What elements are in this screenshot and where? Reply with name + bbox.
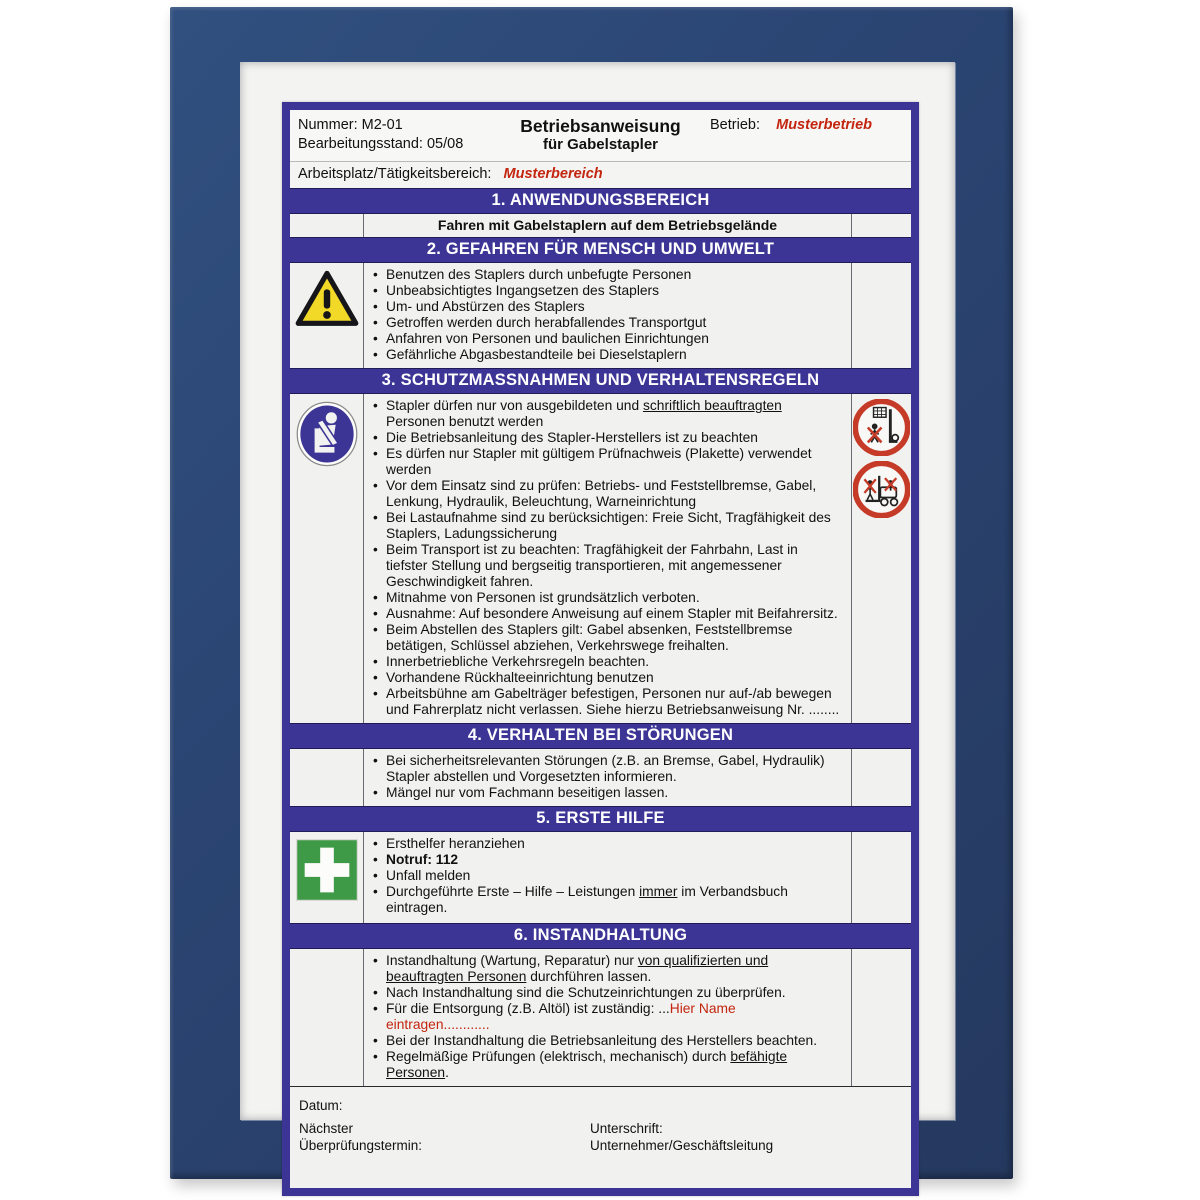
no-passenger-riding-icon [853,461,910,518]
bullet-dot: • [373,836,378,851]
bullet-text [386,753,843,785]
bullet-item [373,606,843,622]
bullet-dot: • [373,953,378,968]
bullet-text [386,315,843,331]
bullet-text [386,1001,843,1033]
bullet-item [373,510,843,542]
bullet-text [386,478,843,510]
blue-display-frame [170,7,1013,1179]
bullet-item [373,836,843,852]
operating-instruction-document [282,102,919,1196]
seatbelt-sign-icon [296,401,358,467]
bullet-text [386,785,843,801]
bullet-dot: • [373,686,378,701]
bullet-dot: • [373,670,378,685]
section-row [290,749,911,806]
bullet-text-segment: Unbeabsichtigtes Ingangsetzen des Staplers [386,283,660,298]
company-label: Betrieb: [710,117,760,133]
bullet-text-segment: . [445,1065,449,1080]
section-left-cell [290,214,364,237]
section-right-cell [851,832,911,923]
section-content-cell [364,749,851,806]
bullet-item [373,267,843,283]
bullet-dot: • [373,542,378,557]
bullet-text [386,622,843,654]
bullet-text-segment: Getroffen werden durch herabfallendes Transportgut [386,315,707,330]
section-content-cell [364,394,851,723]
bullet-text [386,686,843,718]
bullet-text [386,446,843,478]
bullet-text [386,654,843,670]
bullet-text-segment: durchführen lassen. [526,969,652,984]
bullet-text [386,985,843,1001]
bullet-text-segment: Anfahren von Personen und baulichen Einrichtungen [386,331,709,346]
bullet-item [373,347,843,363]
bullet-text-segment: Um- und Abstürzen des Staplers [386,299,585,314]
bullet-text [386,868,843,884]
bullet-item [373,398,843,430]
bullet-dot: • [373,868,378,883]
warning-triangle-icon [295,270,359,328]
bullet-dot: • [373,606,378,621]
bullet-text-segment: Für die Entsorgung (z.B. Altöl) ist zuständig: ... [386,1001,670,1016]
bullet-text-segment: Mitnahme von Personen ist grundsätzlich verboten. [386,590,700,605]
bullet-text-segment: immer [639,884,678,899]
bullet-text-segment: Bei Lastaufnahme sind zu berücksichtigen: Freie Sicht, Tragfähigkeit des Staplers, Ladungssicherung [386,510,831,541]
section-left-cell [290,394,364,723]
bullet-item [373,331,843,347]
bullet-dot: • [373,398,378,413]
title-line1: Betriebsanweisung [520,116,681,136]
bullet-text-segment: von qualifizierten und beauftragten Personen [386,953,769,984]
bullet-text [386,590,843,606]
section-row [290,832,911,923]
section-left-cell [290,749,364,806]
bullet-dot: • [373,785,378,800]
section-content-cell [364,949,851,1086]
bullet-text [386,542,843,590]
bullet-text-segment: Arbeitsbühne am Gabelträger befestigen, Personen nur auf-/ab bewegen und Fahrerplatz nicht verlassen. Siehe hierzu Betriebsanweisung Nr. ........ [386,686,840,717]
bullet-text-segment: Stapler dürfen nur von ausgebildeten und [386,398,643,413]
bullet-text-segment: Gefährliche Abgasbestandteile bei Dieselstaplern [386,347,687,362]
section-band: 6. INSTANDHALTUNG [290,923,911,949]
section-right-cell [851,749,911,806]
bullet-text-segment: Notruf: 112 [386,852,459,867]
bullet-text [386,836,843,852]
company-value: Musterbetrieb [776,117,872,133]
bullet-text [386,606,843,622]
signature-sub: Unternehmer/Geschäftsleitung [590,1138,774,1153]
bullet-dot: • [373,446,378,461]
bullet-dot: • [373,347,378,362]
section-row [290,394,911,723]
bullet-item [373,446,843,478]
bullet-item [373,542,843,590]
bullet-dot: • [373,478,378,493]
paper-sheet [240,62,955,1153]
bullet-text-segment: Durchgeführte Erste – Hilfe – Leistungen [386,884,640,899]
bullet-text-segment: Beim Abstellen des Staplers gilt: Gabel absenken, Feststellbremse betätigen, Schlüssel abziehen, Verkehrswege freihalten. [386,622,793,653]
section-right-cell [851,263,911,368]
bullet-text-segment: Unfall melden [386,868,471,883]
section-left-cell [290,263,364,368]
section-band: 5. ERSTE HILFE [290,806,911,832]
bullet-dot: • [373,331,378,346]
bullet-item [373,884,843,916]
bullet-dot: • [373,1049,378,1064]
section-band: 1. ANWENDUNGSBEREICH [290,188,911,214]
section-band: 2. GEFAHREN FÜR MENSCH UND UMWELT [290,237,911,263]
next-check-line2: Überprüfungstermin: [299,1138,423,1153]
no-standing-under-raised-load-icon [853,399,910,456]
bullet-dot: • [373,1033,378,1048]
document-header [290,110,911,162]
bullet-dot: • [373,1001,378,1016]
bullet-text [386,852,843,868]
bullet-text-segment: Vorhandene Rückhalteeinrichtung benutzen [386,670,654,685]
bullet-dot: • [373,267,378,282]
title-line2: für Gabelstapler [542,136,659,153]
bullet-text-segment: Bei sicherheitsrelevanten Störungen (z.B. an Bremse, Gabel, Hydraulik) Stapler abstellen und Vorgesetzten informieren. [386,753,825,784]
bullet-text-segment: Regelmäßige Prüfungen (elektrisch, mechanisch) durch [386,1049,731,1064]
section-row [290,949,911,1086]
bullet-text-segment: Benutzen des Staplers durch unbefugte Personen [386,267,692,282]
sections [290,188,911,1086]
section-right-cell [851,949,911,1086]
bullet-item [373,985,843,1001]
header-meta [298,116,503,154]
bullet-text [386,347,843,363]
section-content-cell [364,263,851,368]
bullet-text [386,283,843,299]
signature-block [590,1120,773,1154]
bullet-text [386,510,843,542]
bullet-text-segment: Ausnahme: Auf besondere Anweisung auf einem Stapler mit Beifahrersitz. [386,606,838,621]
bullet-text-segment: im Verbandsbuch eintragen. [386,884,788,915]
bullet-item [373,478,843,510]
bullet-item [373,283,843,299]
bullet-dot: • [373,283,378,298]
bullet-text-segment: Hier Name eintragen............ [386,1001,736,1032]
next-check-line1: Nächster [299,1121,354,1136]
section-content-cell: Fahren mit Gabelstaplern auf dem Betriebsgelände [437,217,778,233]
bullet-text-segment: Die Betriebsanleitung des Stapler-Herstellers ist zu beachten [386,430,758,445]
bullet-text [386,398,843,430]
bullet-item [373,670,843,686]
bullet-dot: • [373,430,378,445]
bullet-item [373,1049,843,1081]
bullet-dot: • [373,654,378,669]
bullet-text-segment: Nach Instandhaltung sind die Schutzeinrichtungen zu überprüfen. [386,985,786,1000]
workplace-field [290,162,911,188]
bullet-text-segment: Mängel nur vom Fachmann beseitigen lassen. [386,785,669,800]
bullet-dot: • [373,622,378,637]
bullet-text [386,1033,843,1049]
bullet-text [386,953,843,985]
bullet-item [373,430,843,446]
bullet-text [386,1049,843,1081]
bullet-item [373,953,843,985]
date-label: Datum: [299,1098,343,1113]
bullet-text [386,267,843,283]
bullet-text-segment: befähigte Personen [386,1049,788,1080]
company-field [698,116,903,154]
bullet-item [373,622,843,654]
bullet-text-segment: Vor dem Einsatz sind zu prüfen: Betriebs- und Feststellbremse, Gabel, Lenkung, Hydraulik, Beleuchtung, Warneinrichtung [386,478,817,509]
workplace-value: Musterbereich [503,166,603,182]
document-footer [290,1086,911,1188]
bullet-item [373,590,843,606]
bullet-text [386,299,843,315]
bullet-text [386,884,843,916]
bullet-text [386,430,843,446]
bullet-item [373,785,843,801]
section-row [290,214,911,237]
bullet-item [373,654,843,670]
bullet-text-segment: Personen benutzt werden [386,414,544,429]
section-content-cell [364,832,851,923]
bullet-item [373,315,843,331]
document-number: Nummer: M2-01 [298,117,403,133]
first-aid-cross-icon [296,839,358,901]
bullet-dot: • [373,753,378,768]
bullet-text-segment: Bei der Instandhaltung die Betriebsanleitung des Herstellers beachten. [386,1033,818,1048]
bullet-item [373,686,843,718]
bullet-dot: • [373,985,378,1000]
bullet-item [373,299,843,315]
section-band: 3. SCHUTZMASSNAHMEN UND VERHALTENSREGELN [290,368,911,394]
bullet-text-segment: Es dürfen nur Stapler mit gültigem Prüfnachweis (Plakette) verwendet werden [386,446,812,477]
section-row [290,263,911,368]
bullet-dot: • [373,884,378,899]
bullet-item [373,753,843,785]
bullet-text-segment: Ersthelfer heranziehen [386,836,525,851]
bullet-text-segment: Instandhaltung (Wartung, Reparatur) nur [386,953,638,968]
bullet-text [386,331,843,347]
bullet-dot: • [373,299,378,314]
section-left-cell [290,949,364,1086]
revision-date: Bearbeitungsstand: 05/08 [298,136,464,152]
document-title [503,116,698,154]
bullet-dot: • [373,590,378,605]
bullet-item [373,1033,843,1049]
bullet-dot: • [373,852,378,867]
workplace-label: Arbeitsplatz/Tätigkeitsbereich: [298,166,492,182]
bullet-item [373,868,843,884]
bullet-text-segment: Beim Transport ist zu beachten: Tragfähigkeit der Fahrbahn, Last in tiefster Stellung und bergseitig transportieren, mit angemessener Geschwindigkeit fahren. [386,542,798,589]
section-left-cell [290,832,364,923]
bullet-dot: • [373,315,378,330]
section-band: 4. VERHALTEN BEI STÖRUNGEN [290,723,911,749]
bullet-text [386,670,843,686]
bullet-item [373,852,843,868]
signature-label: Unterschrift: [590,1121,663,1136]
bullet-text-segment: Innerbetriebliche Verkehrsregeln beachten. [386,654,650,669]
bullet-text-segment: schriftlich beauftragten [642,398,782,413]
section-right-cell [851,394,911,723]
bullet-item [373,1001,843,1033]
bullet-dot: • [373,510,378,525]
section-right-cell [851,214,911,237]
